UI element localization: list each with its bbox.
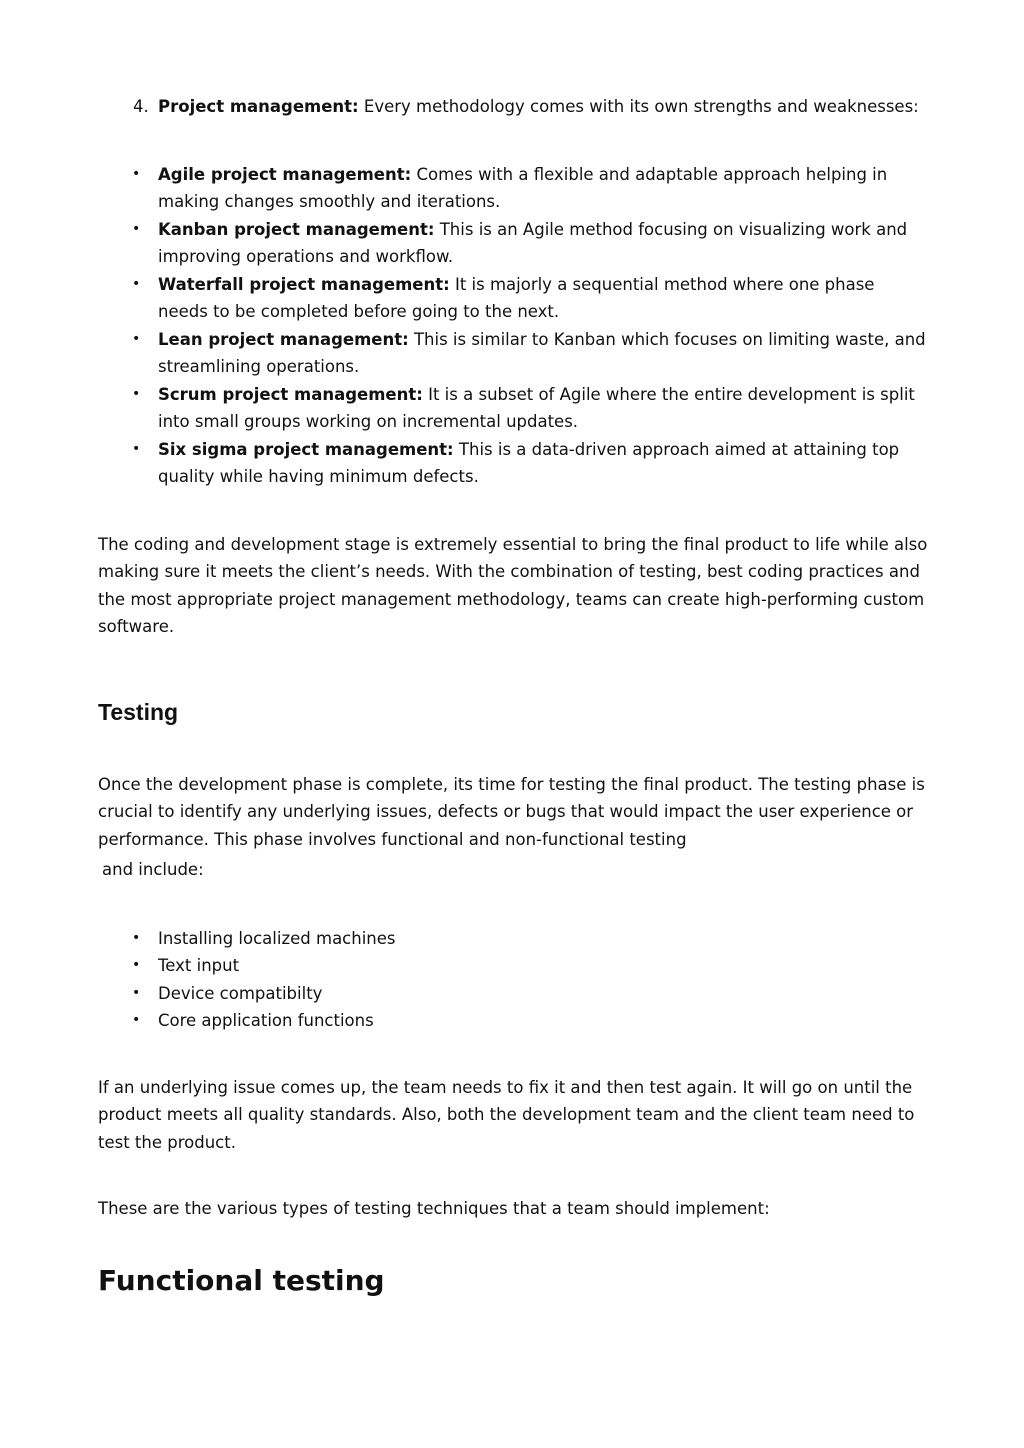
bullet-icon: • [132,220,141,237]
item-lead: Kanban project management: [158,219,435,239]
item-lead: Scrum project management: [158,384,423,404]
bullet-icon: • [132,275,141,292]
item-text: Comes with a flexible and adaptable approach helping in making changes smoothly and iterations. [158,164,888,211]
testing-list [98,925,928,1035]
issue-paragraph: If an underlying issue comes up, the team needs to fix it and then test again. It will go on until the product meets all quality standards. Also, both the development team and the client team need to test the product. [98,1077,915,1152]
list-item [98,952,928,980]
bullet-icon: • [132,1012,141,1028]
coding-paragraph: The coding and development stage is extremely essential to bring the final product to life while also making sure it meets the client’s needs. With the combination of testing, best coding practices and the most appropriate project management methodology, teams can create high-performing custom software. [98,534,928,636]
item-text: Device compatibilty [158,983,323,1003]
testing-paragraph-tail: and include: [102,860,204,879]
list-item [98,436,928,491]
item-text: This is a data-driven approach aimed at attaining top quality while having minimum defects. [158,439,900,486]
bullet-icon: • [132,440,141,457]
item-text: It is a subset of Agile where the entire development is split into small groups working on incremental updates. [158,384,915,431]
item-text: Every methodology comes with its own strengths and weaknesses: [358,97,919,116]
techniques-paragraph: These are the various types of testing techniques that a team should implement: [98,1199,770,1218]
document-page [98,93,928,1299]
testing-paragraph: Once the development phase is complete, its time for testing the final product. The testing phase is crucial to identify any underlying issues, defects or bugs that would impact the user experience or performance. This phase involves functional and non-functional testing [98,774,925,849]
bullet-icon: • [132,385,141,402]
section-heading-testing: Testing [98,698,179,725]
bullet-icon: • [132,984,141,1001]
item-text: Installing localized machines [158,928,396,948]
list-item [98,925,928,953]
list-item [98,1007,928,1035]
numbered-item-project-management [98,93,928,121]
bullet-icon: • [132,330,141,347]
bullet-icon: • [132,957,141,973]
list-item [98,216,928,271]
item-text: This is similar to Kanban which focuses on limiting waste, and streamlining operations. [158,329,926,376]
list-item [98,326,928,381]
item-lead: Six sigma project management: [158,439,454,459]
item-text: It is majorly a sequential method where one phase needs to be completed before going to the next. [158,274,875,321]
list-item [98,980,928,1008]
item-text: This is an Agile method focusing on visualizing work and improving operations and workflow. [158,219,908,266]
item-lead: Agile project management: [158,164,412,184]
list-item [98,381,928,436]
item-lead: Waterfall project management: [158,274,450,294]
list-number: 4. [133,97,149,116]
item-text: Core application functions [158,1011,374,1030]
list-item [98,161,928,216]
section-heading-functional-testing: Functional testing [98,1263,385,1297]
item-lead: Lean project management: [158,329,409,349]
item-lead: Project management: [158,97,359,116]
item-text: Text input [158,956,240,975]
methodology-list [98,161,928,491]
bullet-icon: • [132,929,141,946]
list-item [98,271,928,326]
bullet-icon: • [132,165,141,182]
